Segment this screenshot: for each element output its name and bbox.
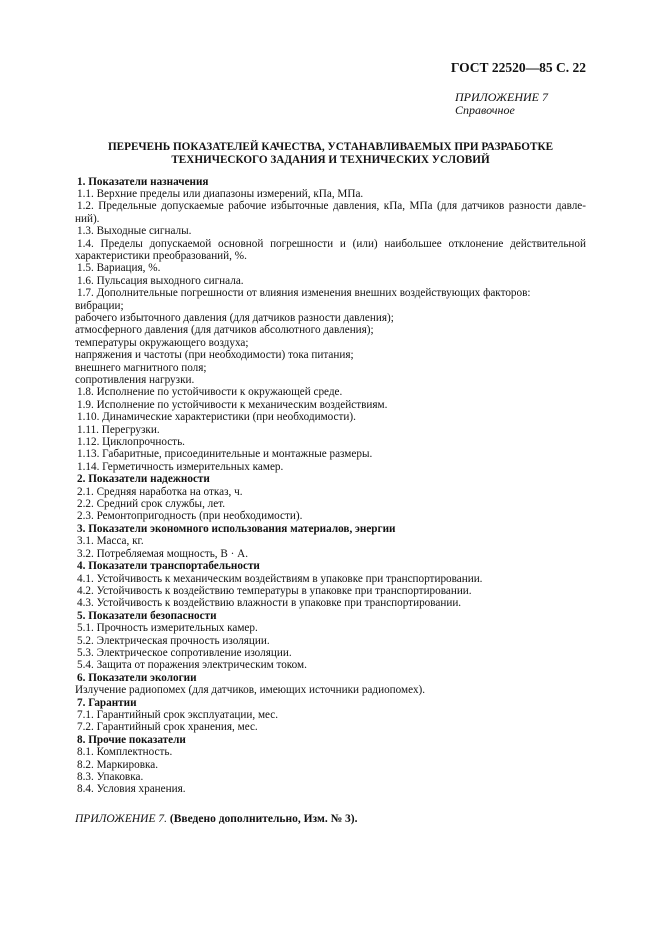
list-item: 5.3. Электрическое сопротивление изоляции. bbox=[77, 646, 292, 659]
section-heading: 2. Показатели надежности bbox=[77, 473, 210, 486]
indicator-list bbox=[75, 176, 586, 796]
title-line-1: ПЕРЕЧЕНЬ ПОКАЗАТЕЛЕЙ КАЧЕСТВА, УСТАНАВЛИВАЕМЫХ ПРИ РАЗРАБОТКЕ bbox=[107, 141, 554, 153]
list-item: 5.4. Защита от поражения электрическим током. bbox=[77, 659, 307, 672]
appendix-kind: Справочное bbox=[455, 103, 515, 117]
section-heading: 1. Показатели назначения bbox=[77, 175, 209, 188]
list-item: 1.1. Верхние пределы или диапазоны измерений, кПа, МПа. bbox=[77, 187, 364, 200]
footer-note bbox=[75, 813, 357, 825]
list-item: 2.3. Ремонтопригодность (при необходимости). bbox=[77, 510, 303, 523]
list-continuation: температуры окружающего воздуха; bbox=[75, 336, 249, 349]
list-item: 1.12. Циклопрочность. bbox=[77, 436, 185, 449]
list-item: 8.4. Условия хранения. bbox=[77, 783, 186, 796]
section-heading: 7. Гарантии bbox=[77, 696, 137, 709]
list-continuation: вибрации; bbox=[75, 299, 124, 312]
list-continuation: Излучение радиопомех (для датчиков, имеющих источники радиопомех). bbox=[75, 684, 426, 697]
list-continuation: внешнего магнитного поля; bbox=[75, 361, 207, 374]
list-continuation: ний). bbox=[75, 212, 100, 225]
list-item: 1.5. Вариация, %. bbox=[77, 262, 161, 275]
list-item: 2.1. Средняя наработка на отказ, ч. bbox=[77, 485, 243, 498]
list-item: 8.2. Маркировка. bbox=[77, 758, 159, 771]
list-item: 1.9. Исполнение по устойчивости к механическим воздействиям. bbox=[77, 398, 388, 411]
list-item: 8.1. Комплектность. bbox=[77, 746, 173, 759]
list-item: 1.14. Герметичность измерительных камер. bbox=[77, 460, 284, 473]
list-item: 5.2. Электрическая прочность изоляции. bbox=[77, 634, 270, 647]
list-item: 1.10. Динамические характеристики (при необходимости). bbox=[77, 411, 356, 424]
appendix-label: ПРИЛОЖЕНИЕ 7 bbox=[455, 90, 548, 104]
list-continuation: напряжения и частоты (при необходимости) тока питания; bbox=[75, 349, 354, 362]
list-item: 1.6. Пульсация выходного сигнала. bbox=[77, 274, 244, 287]
list-continuation: атмосферного давления (для датчиков абсолютного давления); bbox=[75, 324, 374, 337]
footer-amendment: (Введено дополнительно, Изм. № 3). bbox=[169, 813, 358, 825]
list-item: 8.3. Упаковка. bbox=[77, 771, 144, 783]
list-item: 5.1. Прочность измерительных камер. bbox=[77, 622, 258, 635]
list-continuation: сопротивления нагрузки. bbox=[75, 374, 195, 386]
list-item: 4.2. Устойчивость к воздействию температуры в упаковке при транспортировании. bbox=[77, 584, 472, 597]
section-heading: 3. Показатели экономного использования материалов, энергии bbox=[77, 522, 396, 535]
list-item: 1.2. Предельные допускаемые рабочие избыточные давления, кПа, МПа (для датчиков разности давле- bbox=[77, 200, 586, 213]
list-item: 3.1. Масса, кг. bbox=[77, 535, 144, 548]
footer-appendix-ref: ПРИЛОЖЕНИЕ 7. bbox=[75, 813, 167, 825]
list-continuation: характеристики преобразований, %. bbox=[75, 249, 247, 262]
list-item: 1.13. Габаритные, присоединительные и монтажные размеры. bbox=[77, 448, 373, 461]
list-continuation: рабочего избыточного давления (для датчиков разности давления); bbox=[75, 311, 394, 324]
list-item: 1.11. Перегрузки. bbox=[77, 423, 160, 436]
list-item: 2.2. Средний срок службы, лет. bbox=[77, 498, 226, 511]
appendix-label-block bbox=[455, 91, 548, 117]
list-item: 7.2. Гарантийный срок хранения, мес. bbox=[77, 721, 258, 734]
list-item: 1.4. Пределы допускаемой основной погрешности и (или) наибольшее отклонение действительной bbox=[77, 237, 586, 250]
title-line-2: ТЕХНИЧЕСКОГО ЗАДАНИЯ И ТЕХНИЧЕСКИХ УСЛОВИЙ bbox=[171, 153, 490, 166]
page-header-doc-ref: ГОСТ 22520—85 С. 22 bbox=[450, 60, 586, 75]
list-item: 3.2. Потребляемая мощность, В · А. bbox=[77, 547, 249, 560]
section-heading: 4. Показатели транспортабельности bbox=[77, 560, 260, 573]
section-heading: 8. Прочие показатели bbox=[77, 733, 186, 746]
list-item: 4.1. Устойчивость к механическим воздействиям в упаковке при транспортировании. bbox=[77, 572, 483, 585]
list-item: 4.3. Устойчивость к воздействию влажности в упаковке при транспортировании. bbox=[77, 597, 462, 610]
list-item: 7.1. Гарантийный срок эксплуатации, мес. bbox=[77, 708, 279, 721]
section-heading: 6. Показатели экологии bbox=[77, 671, 197, 684]
list-item: 1.3. Выходные сигналы. bbox=[77, 225, 192, 238]
document-title bbox=[75, 141, 586, 166]
list-item: 1.7. Дополнительные погрешности от влияния изменения внешних воздействующих факторов: bbox=[77, 287, 531, 300]
list-item: 1.8. Исполнение по устойчивости к окружающей среде. bbox=[77, 386, 343, 399]
section-heading: 5. Показатели безопасности bbox=[77, 609, 217, 622]
